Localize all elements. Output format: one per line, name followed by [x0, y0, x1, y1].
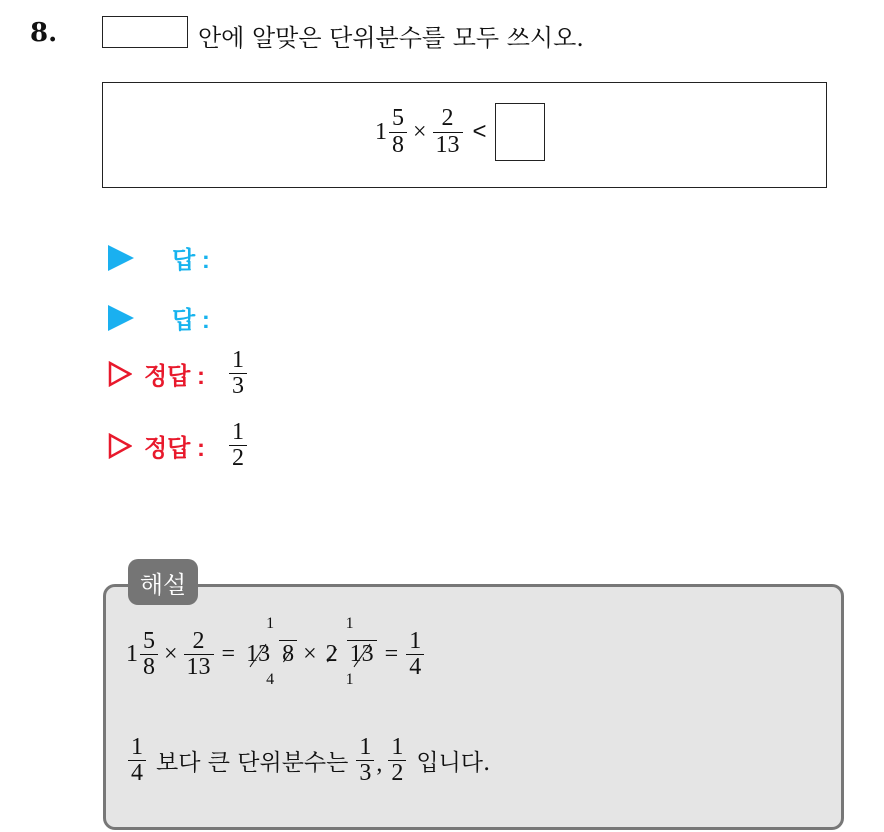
- explanation-tag: 해설: [128, 559, 198, 605]
- fraction-two-thirteenths: $\frac{2}{13}$: [433, 106, 463, 157]
- correct-answer-fraction: $\frac{1}{2}$: [229, 420, 247, 471]
- times-sign: ×: [413, 118, 427, 145]
- question-number: 8.: [30, 18, 58, 48]
- correct-answer-label: 정답 :: [144, 435, 206, 463]
- answer-line-1: [108, 240, 210, 275]
- correct-answer-line-1: [108, 348, 249, 399]
- explanation-conclusion: $\frac{1}{4}$ 보다 큰 단위분수는 $\frac{1}{3}$ , $\frac{1}{2}$ 입니다.: [126, 735, 490, 786]
- filled-triangle-icon: [108, 305, 134, 331]
- filled-triangle-icon: [108, 245, 134, 271]
- problem-box: [102, 82, 827, 188]
- correct-answer-fraction: $\frac{1}{3}$: [229, 348, 247, 399]
- answer-line-2: [108, 300, 210, 335]
- cancelled-fraction-1: 1 13 8 4: [243, 642, 297, 667]
- answer-placeholder-box: [102, 16, 188, 48]
- answer-label: 답 :: [172, 307, 210, 334]
- cancelled-fraction-2: 1 2 13 1: [323, 642, 377, 667]
- explanation-calculation: 1 $\frac{5}{8}$ × $\frac{2}{13}$ = 1 13 8 4 × 1 2 13 1 = $\frac{1}{4}$: [126, 629, 426, 680]
- question-instruction: 안에 알맞은 단위분수를 모두 쓰시오.: [198, 24, 584, 52]
- empty-answer-box: [495, 103, 545, 161]
- outline-triangle-icon: [108, 361, 132, 387]
- correct-answer-line-2: [108, 420, 249, 471]
- answer-label: 답 :: [172, 247, 210, 274]
- problem-expression: [375, 103, 545, 161]
- less-than-sign: <: [472, 118, 487, 145]
- whole-number: 1: [375, 118, 387, 145]
- explanation-box: [103, 584, 844, 830]
- correct-answer-label: 정답 :: [144, 363, 206, 391]
- outline-triangle-icon: [108, 433, 132, 459]
- fraction-five-eighths: $\frac{5}{8}$: [389, 106, 407, 157]
